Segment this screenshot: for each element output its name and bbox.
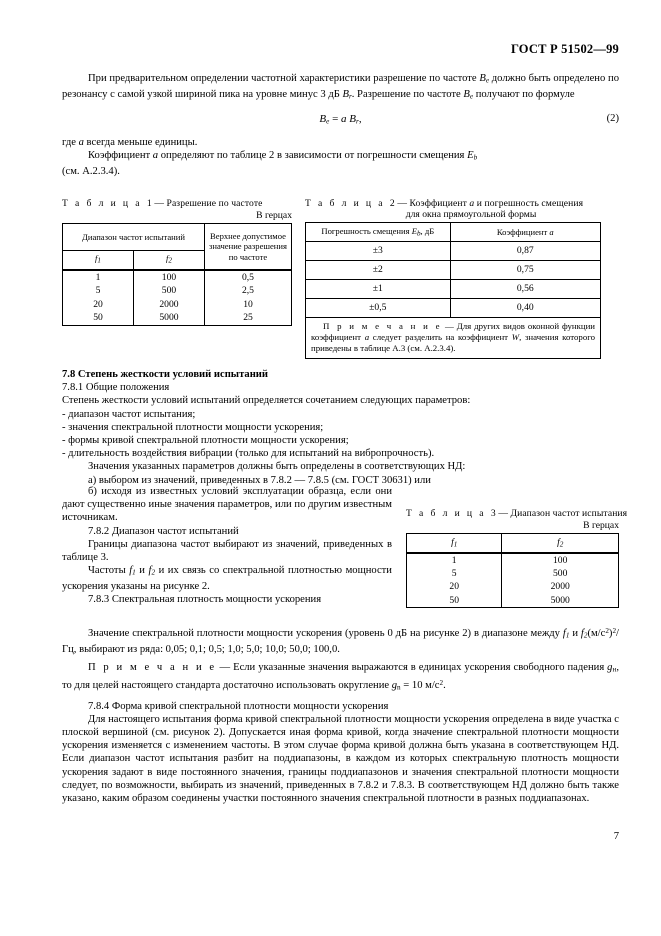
formula-row-2 xyxy=(62,113,619,127)
table1-cell-f2: 500 xyxy=(133,284,204,297)
table2-note-text-b: следует разделить на коэффициент xyxy=(369,331,512,342)
table2-row xyxy=(306,260,601,279)
s783-sup-2: 2 xyxy=(612,627,617,635)
table1-header-f1 xyxy=(63,251,134,271)
table2-block xyxy=(305,198,601,359)
table1-cell-res: 2,5 xyxy=(204,284,291,297)
table2-caption-line2: для окна прямоугольной формы xyxy=(405,209,537,220)
table3-cell-f1: 50 xyxy=(407,594,502,608)
page-number: 7 xyxy=(613,831,619,842)
table1-cell-res: 0,5 xyxy=(204,270,291,284)
table1-header-resolution: Верхнее допустимое значение разрешения по частоте xyxy=(204,224,291,271)
symbol-f1: f xyxy=(129,565,133,577)
symbol-f1-sub: 1 xyxy=(132,568,136,577)
section-782-heading: 7.8.2 Диапазон частот испытаний xyxy=(88,525,239,537)
s783-units-3: /Гц, выбирают из ряда: 0,05; 0,1; 0,5; 1,0; 5,0; 10,0; 50,0; 100,0. xyxy=(62,628,619,655)
table2-row xyxy=(306,279,601,298)
table2-header-coef-text: Коэффициент xyxy=(496,226,550,237)
symbol-B-e: B xyxy=(479,73,486,84)
formula-number-2: (2) xyxy=(606,112,619,124)
symbol-f2-b: f xyxy=(580,628,584,640)
table1-row xyxy=(63,270,292,284)
formula-comma: , xyxy=(358,112,362,125)
table3-caption-dash: — xyxy=(498,508,509,519)
s782-p2-a: Частоты xyxy=(88,565,130,577)
table2-header-error-unit: , дБ xyxy=(420,226,435,236)
table1-header-f2 xyxy=(133,251,204,271)
table2-cell-error: ±0,5 xyxy=(306,298,451,317)
subscript-e: e xyxy=(485,76,490,85)
table3-cell-f2: 100 xyxy=(502,553,619,567)
symbol-a-italic-2: a xyxy=(152,149,159,161)
s783-units-2: ) xyxy=(608,628,613,640)
symbol-f2-sub-b: 2 xyxy=(583,631,588,640)
table1 xyxy=(62,223,292,326)
table2-cell-error: ±1 xyxy=(306,279,451,298)
s783-note-label: П р и м е ч а н и е xyxy=(88,662,217,673)
table1-cell-f2: 2000 xyxy=(133,298,204,311)
table1-caption-title: Разрешение по частоте xyxy=(166,198,263,209)
formula-2 xyxy=(62,113,619,126)
table3-row xyxy=(407,594,619,608)
symbol-gn: g xyxy=(607,662,613,673)
table2-cell-coef: 0,40 xyxy=(450,298,600,317)
table3-cell-f1: 20 xyxy=(407,580,502,593)
table2-header-error xyxy=(306,223,451,242)
table2-note-symbol-a: a xyxy=(364,331,370,342)
intro-p2-post: всегда меньше единицы. xyxy=(83,136,198,148)
table2-header-E-subscript: b xyxy=(416,229,421,238)
s783-note-dash: — xyxy=(219,662,231,673)
table2-cell-coef: 0,75 xyxy=(450,260,600,279)
symbol-a-italic: a xyxy=(78,136,84,148)
intro-p1-part-a: При предварительном определении частотной характеристики разрешение по частоте xyxy=(88,73,480,84)
section-781-intro: Степень жесткости условий испытаний определяется сочетанием следующих параметров: xyxy=(62,395,471,407)
table3-caption-label: Т а б л и ц а xyxy=(406,508,486,519)
table3-header-row xyxy=(407,534,619,553)
formula-equals: = xyxy=(329,112,342,125)
s783-units-1: (м/с xyxy=(587,628,606,640)
section-781-nd-line: Значения указанных параметров должны быть определены в соответствующих НД: xyxy=(88,461,466,473)
section-784-body: Для настоящего испытания форма кривой спектральной плотности мощности ускорения определена в виде участка с плоской вершиной (см. рисунок 2). Допускается иная форма кривой, когда значение спектральной плотности мощности ускорения изменяется с изменением частоты. В этом случае форма кривой должна быть указана в соответствующем НД. Если диапазон частот испытания разбит на поддиапазоны, в каждом из которых спектральную плотность мощности ускорения задают в виде постоянного значения, границы поддиапазонов и значения спектральной плотности мощности следует, по возможности, выбирать из значений, приведенных в 7.8.2 и 7.8.3. В соответствующем НД должно быть также указано, каким образом соединены участки постоянного значения спектральной плотности в разных поддиапазонах. xyxy=(62,713,619,804)
symbol-f1-sub-b: 1 xyxy=(565,631,570,640)
section-783-paragraph xyxy=(62,625,619,656)
s783-note-a: Если указанные значения выражаются в единицах ускорения свободного падения xyxy=(233,662,608,673)
table2-caption-symbol-a: a xyxy=(469,198,475,209)
section-784-heading: 7.8.4 Форма кривой спектральной плотности мощности ускорения xyxy=(88,700,389,712)
table1-f1-symbol: f xyxy=(95,253,98,264)
table1-row xyxy=(63,311,292,325)
table3-f1-subscript: 1 xyxy=(453,540,458,549)
table2-note-label: П р и м е ч а н и е xyxy=(322,320,442,331)
intro-p3-part-b: определяют по таблице 2 в зависимости от погрешности смещения xyxy=(158,149,468,161)
table2-header-row xyxy=(306,223,601,242)
table2 xyxy=(305,222,601,359)
table2-header-coef xyxy=(450,223,600,242)
left-column-block xyxy=(62,485,392,606)
table3 xyxy=(406,533,619,608)
table1-block xyxy=(62,198,292,326)
table3-header-f1 xyxy=(407,534,502,553)
table3-f2-symbol: f xyxy=(557,537,560,548)
table1-header-row-1 xyxy=(63,224,292,251)
table2-note-row xyxy=(306,317,601,358)
table2-row xyxy=(306,298,601,317)
symbol-f1-b: f xyxy=(562,628,566,640)
intro-paragraph-2 xyxy=(62,136,619,149)
formula-sub-e: e xyxy=(326,117,330,126)
table1-f2-subscript: 2 xyxy=(168,257,172,266)
table2-caption-dash: — xyxy=(397,198,408,209)
table3-cell-f2: 2000 xyxy=(502,580,619,593)
formula-sub-r: r xyxy=(356,117,359,126)
intro-p1-part-d: получают по формуле xyxy=(473,88,575,100)
s783-note-d: . xyxy=(443,679,446,691)
symbol-E-b: E xyxy=(467,149,474,161)
intro-block xyxy=(62,72,619,178)
table3-block xyxy=(406,508,628,608)
intro-paragraph-3-cont: (см. А.2.3.4). xyxy=(62,165,120,177)
table2-header-E-symbol: E xyxy=(411,226,417,236)
table1-cell-res: 10 xyxy=(204,298,291,311)
bullet-item: - значения спектральной плотности мощности ускорения; xyxy=(62,421,324,433)
table2-cell-error: ±3 xyxy=(306,241,451,260)
table1-cell-f1: 1 xyxy=(63,270,134,284)
section-783-heading: 7.8.3 Спектральная плотность мощности ускорения xyxy=(88,594,322,606)
table3-caption-number: 3 xyxy=(490,508,496,519)
table1-caption-number: 1 xyxy=(146,198,152,209)
section-781-item-b: б) исходя из известных условий эксплуатации образца, если они дают существенно иные значения параметров, или по другим известным источникам. xyxy=(62,486,392,524)
table3-caption xyxy=(406,508,628,519)
table1-f2-symbol: f xyxy=(165,253,169,264)
table1-cell-res: 25 xyxy=(204,311,291,325)
table1-row xyxy=(63,284,292,297)
table1-row xyxy=(63,298,292,311)
table1-f1-subscript: 1 xyxy=(97,257,101,266)
s783-note-sup: 2 xyxy=(439,678,444,687)
symbol-gn-2: g xyxy=(391,679,398,691)
section-782-paragraph-2 xyxy=(62,564,392,593)
table2-header-error-text: Погрешность смещения xyxy=(321,226,412,236)
s783-sup-1: 2 xyxy=(605,627,609,635)
table2-cell-error: ±2 xyxy=(306,260,451,279)
section-782-paragraph-1: Границы диапазона частот выбирают из значений, приведенных в таблице 3. xyxy=(62,538,392,564)
formula-a: a xyxy=(341,112,347,125)
symbol-gn-sub: н xyxy=(612,665,617,674)
table2-caption-label: Т а б л и ц а xyxy=(305,198,385,209)
table3-units: В герцах xyxy=(583,520,619,531)
intro-paragraph-3 xyxy=(62,149,619,165)
s783-note-c: = 10 м/с xyxy=(400,679,440,691)
table3-caption-title: Диапазон частот испытания xyxy=(510,508,628,519)
table3-row xyxy=(407,553,619,567)
table1-cell-f1: 5 xyxy=(63,284,134,297)
table3-f2-subscript: 2 xyxy=(559,540,564,549)
table2-note-text-c: , значения которого приведены в таблице А.3 (см. А.2.3.4). xyxy=(311,331,596,353)
table2-header-coef-symbol: a xyxy=(549,226,554,237)
table1-units: В герцах xyxy=(256,210,292,221)
section-78-block xyxy=(62,368,619,487)
table2-note xyxy=(306,317,601,358)
table3-cell-f2: 5000 xyxy=(502,594,619,608)
intro-p3-part-a: Коэффициент xyxy=(88,149,153,161)
subscript-r: r xyxy=(348,92,352,101)
table3-cell-f1: 1 xyxy=(407,553,502,567)
formula-B-right: B xyxy=(349,112,357,125)
bullet-item: - формы кривой спектральной плотности мощности ускорения; xyxy=(62,435,349,447)
formula-B-left: B xyxy=(319,112,327,125)
table2-note-text-a: Для других видов оконной функции коэффициент xyxy=(311,320,595,342)
s782-p2-b: и их связь со спектральной плотностью мощности ускорения указаны на рисунке 2. xyxy=(62,565,392,592)
table1-caption-dash: — xyxy=(154,198,165,209)
bullet-item: - диапазон частот испытания; xyxy=(62,408,196,420)
s782-p2-mid: и xyxy=(135,565,149,577)
table1-caption xyxy=(62,198,292,209)
intro-p1-part-c: . Разрешение по частоте xyxy=(351,88,464,100)
table1-header-range: Диапазон частот испытаний xyxy=(63,224,205,251)
table2-caption-title-a: Коэффициент xyxy=(409,198,467,209)
s783-p1-mid: и xyxy=(569,628,581,640)
section-783-note xyxy=(62,661,619,695)
table2-note-symbol-W: W xyxy=(511,331,520,342)
subscript-b: b xyxy=(473,153,478,162)
table3-f1-symbol: f xyxy=(451,537,454,548)
symbol-f2: f xyxy=(148,565,152,577)
symbol-B-e2: B xyxy=(463,88,470,100)
section-783-continuation xyxy=(62,625,619,805)
table3-row xyxy=(407,580,619,593)
table3-row xyxy=(407,567,619,580)
table2-note-dash: — xyxy=(444,320,454,331)
table1-cell-f1: 50 xyxy=(63,311,134,325)
table1-cell-f2: 5000 xyxy=(133,311,204,325)
table3-header-f2 xyxy=(502,534,619,553)
table1-caption-label: Т а б л и ц а xyxy=(62,198,142,209)
section-78-heading: 7.8 Степень жесткости условий испытаний xyxy=(62,369,269,380)
intro-paragraph-1 xyxy=(62,72,619,104)
symbol-gn2-sub: n xyxy=(397,683,401,692)
bullet-item: - длительность воздействия вибрации (только для испытаний на вибропрочность). xyxy=(62,448,435,460)
table3-cell-f2: 500 xyxy=(502,567,619,580)
page-header-standard-number: ГОСТ Р 51502—99 xyxy=(510,42,619,56)
subscript-e2: e xyxy=(469,92,474,101)
intro-p2-pre: где xyxy=(62,136,79,148)
s783-p1-a: Значение спектральной плотности мощности ускорения (уровень 0 дБ на рисунке 2) в диапазоне между xyxy=(88,628,563,640)
symbol-f2-sub: 2 xyxy=(151,568,156,577)
table2-caption xyxy=(305,198,601,209)
symbol-B-r: B xyxy=(342,88,349,100)
section-781-heading: 7.8.1 Общие положения xyxy=(62,382,170,394)
table2-cell-coef: 0,56 xyxy=(450,279,600,298)
table2-row xyxy=(306,241,601,260)
table1-cell-f2: 100 xyxy=(133,270,204,284)
s783-note-b: , то для целей настоящего стандарта достаточно использовать округление xyxy=(62,662,619,691)
table1-cell-f1: 20 xyxy=(63,298,134,311)
table2-caption-title-b: и погрешность смещения xyxy=(476,198,584,209)
intro-p1-part-b: должно быть определено по резонансу с самой узкой шириной пика на уровне минус 3 дБ xyxy=(62,73,619,100)
table2-caption-number: 2 xyxy=(389,198,395,209)
table2-cell-coef: 0,87 xyxy=(450,241,600,260)
table3-cell-f1: 5 xyxy=(407,567,502,580)
section-781-item-a: а) выбором из значений, приведенных в 7.8.2 — 7.8.5 (см. ГОСТ 30631) или xyxy=(88,474,431,486)
